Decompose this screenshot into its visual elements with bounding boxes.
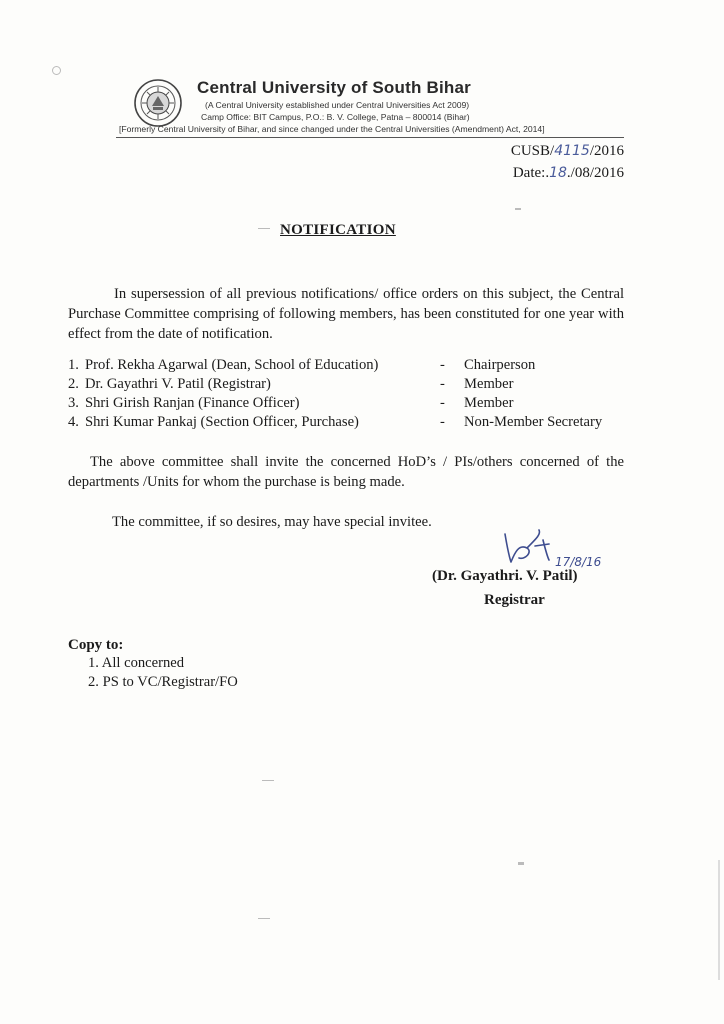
copy-to-item bbox=[88, 674, 238, 693]
member-name: Dr. Gayathri V. Patil (Registrar) bbox=[85, 376, 271, 392]
member-row bbox=[68, 414, 638, 433]
member-name: Shri Girish Ranjan (Finance Officer) bbox=[85, 395, 300, 411]
document-date bbox=[513, 165, 624, 182]
signatory-designation: Registrar bbox=[484, 592, 545, 608]
member-dash: - bbox=[440, 357, 445, 373]
date-prefix: Date:. bbox=[512, 165, 550, 181]
member-name: Prof. Rekha Agarwal (Dean, School of Education) bbox=[85, 357, 379, 373]
university-name: Central University of South Bihar bbox=[197, 78, 471, 97]
scan-speck bbox=[262, 780, 274, 781]
paragraph-special-invitee: The committee, if so desires, may have special invitee. bbox=[112, 514, 432, 530]
copy-to-item-number: 1. bbox=[88, 655, 99, 671]
member-dash: - bbox=[440, 376, 445, 392]
member-row bbox=[68, 395, 638, 414]
member-number: 2. bbox=[68, 376, 79, 392]
copy-to-item bbox=[88, 655, 238, 674]
member-role: Non-Member Secretary bbox=[464, 414, 603, 430]
copy-to-item-text: PS to VC/Registrar/FO bbox=[102, 674, 238, 690]
paragraph-supersession: In supersession of all previous notifications/ office orders on this subject, the Central Purchase Committee comprising of following members, has been constituted for one year with effect from the date of notification. bbox=[68, 286, 624, 342]
university-seal-icon bbox=[133, 78, 183, 128]
member-number: 4. bbox=[68, 414, 79, 430]
scan-speck bbox=[518, 862, 524, 865]
member-name: Shri Kumar Pankaj (Section Officer, Purchase) bbox=[85, 414, 359, 430]
member-role: Member bbox=[464, 376, 514, 392]
members-list bbox=[68, 357, 638, 433]
member-row bbox=[68, 376, 638, 395]
scan-speck bbox=[258, 918, 270, 919]
member-row bbox=[68, 357, 638, 376]
scan-speck bbox=[515, 208, 521, 210]
reference-number bbox=[511, 143, 624, 160]
copy-to-item-number: 2. bbox=[88, 674, 99, 690]
signatory-name: (Dr. Gayathri. V. Patil) bbox=[432, 568, 578, 584]
paragraph-invite: The above committee shall invite the concerned HoD’s / PIs/others concerned of the departments /Units for whom the purchase is being made. bbox=[68, 454, 624, 490]
header-divider bbox=[116, 137, 624, 138]
handwritten-signature bbox=[497, 526, 607, 572]
copy-to-heading: Copy to: bbox=[68, 637, 124, 653]
header-formerly-line: [Formerly Central University of Bihar, and since changed under the Central Universities (Amendment) Act, 2014] bbox=[119, 124, 545, 134]
member-role: Member bbox=[464, 395, 514, 411]
reference-suffix: /2016 bbox=[589, 143, 624, 159]
scan-edge bbox=[718, 860, 720, 980]
scan-speck bbox=[258, 228, 270, 229]
member-number: 3. bbox=[68, 395, 79, 411]
member-dash: - bbox=[440, 414, 445, 430]
header-established-line: (A Central University established under Central Universities Act 2009) bbox=[205, 100, 470, 110]
copy-to-list bbox=[88, 655, 238, 693]
member-number: 1. bbox=[68, 357, 79, 373]
scan-speck bbox=[52, 66, 61, 75]
signature-date-scrawl: 17/8/16 bbox=[555, 555, 602, 569]
date-suffix: ./08/2016 bbox=[566, 165, 624, 181]
reference-handwritten-number: 4115 bbox=[554, 143, 590, 159]
member-dash: - bbox=[440, 395, 445, 411]
member-role: Chairperson bbox=[464, 357, 536, 373]
document-title: NOTIFICATION bbox=[280, 222, 396, 238]
date-handwritten-day: 18 bbox=[549, 165, 567, 181]
copy-to-item-text: All concerned bbox=[101, 655, 185, 671]
header-address-line: Camp Office: BIT Campus, P.O.: B. V. College, Patna – 800014 (Bihar) bbox=[201, 112, 470, 122]
reference-prefix: CUSB/ bbox=[510, 143, 555, 159]
